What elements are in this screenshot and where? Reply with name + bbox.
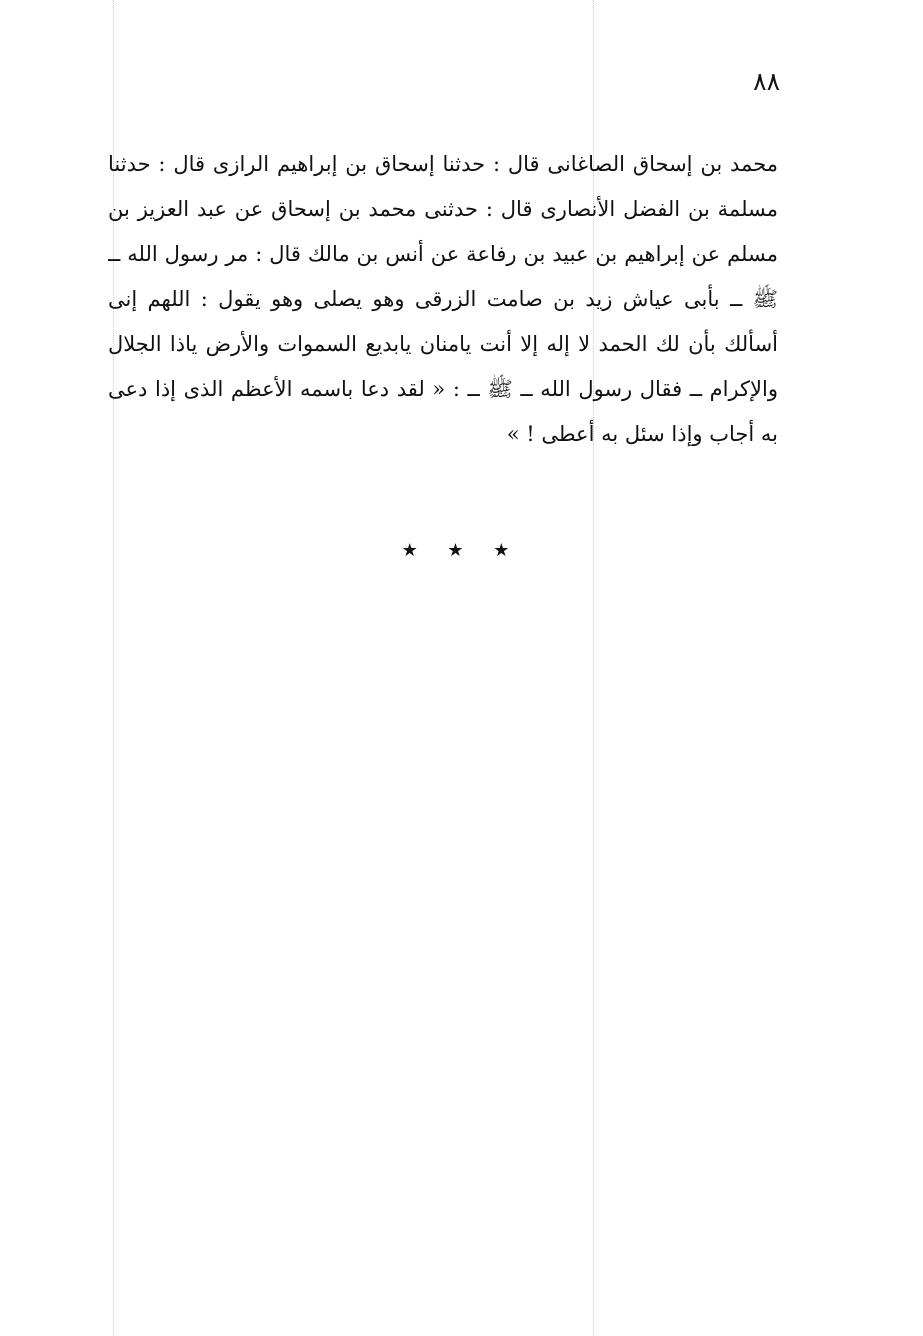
body-paragraph [108, 142, 778, 457]
section-separator-stars: ★ ★ ★ [401, 540, 522, 561]
page-number: ٨٨ [753, 67, 780, 96]
text-line: والإكرام ــ فقال رسول الله ــ ﷺ ــ : « لقد دعا باسمه الأعظم الذى إذا دعى [108, 377, 778, 401]
text-line: به أجاب وإذا سئل به أعطى ! » [506, 422, 778, 446]
text-line: أسألك بأن لك الحمد لا إله إلا أنت يامنان يابديع السموات والأرض ياذا الجلال [108, 332, 778, 356]
text-line: محمد بن إسحاق الصاغانى قال : حدثنا إسحاق بن إبراهيم الرازى قال : حدثنا [108, 152, 778, 176]
text-line: مسلم عن إبراهيم بن عبيد بن رفاعة عن أنس بن مالك قال : مر رسول الله ــ [108, 242, 778, 266]
text-line: مسلمة بن الفضل الأنصارى قال : حدثنى محمد بن إسحاق عن عبد العزيز بن [108, 197, 778, 221]
text-line: ﷺ ــ بأبى عياش زيد بن صامت الزرقى وهو يصلى وهو يقول : اللهم إنى [108, 287, 778, 311]
